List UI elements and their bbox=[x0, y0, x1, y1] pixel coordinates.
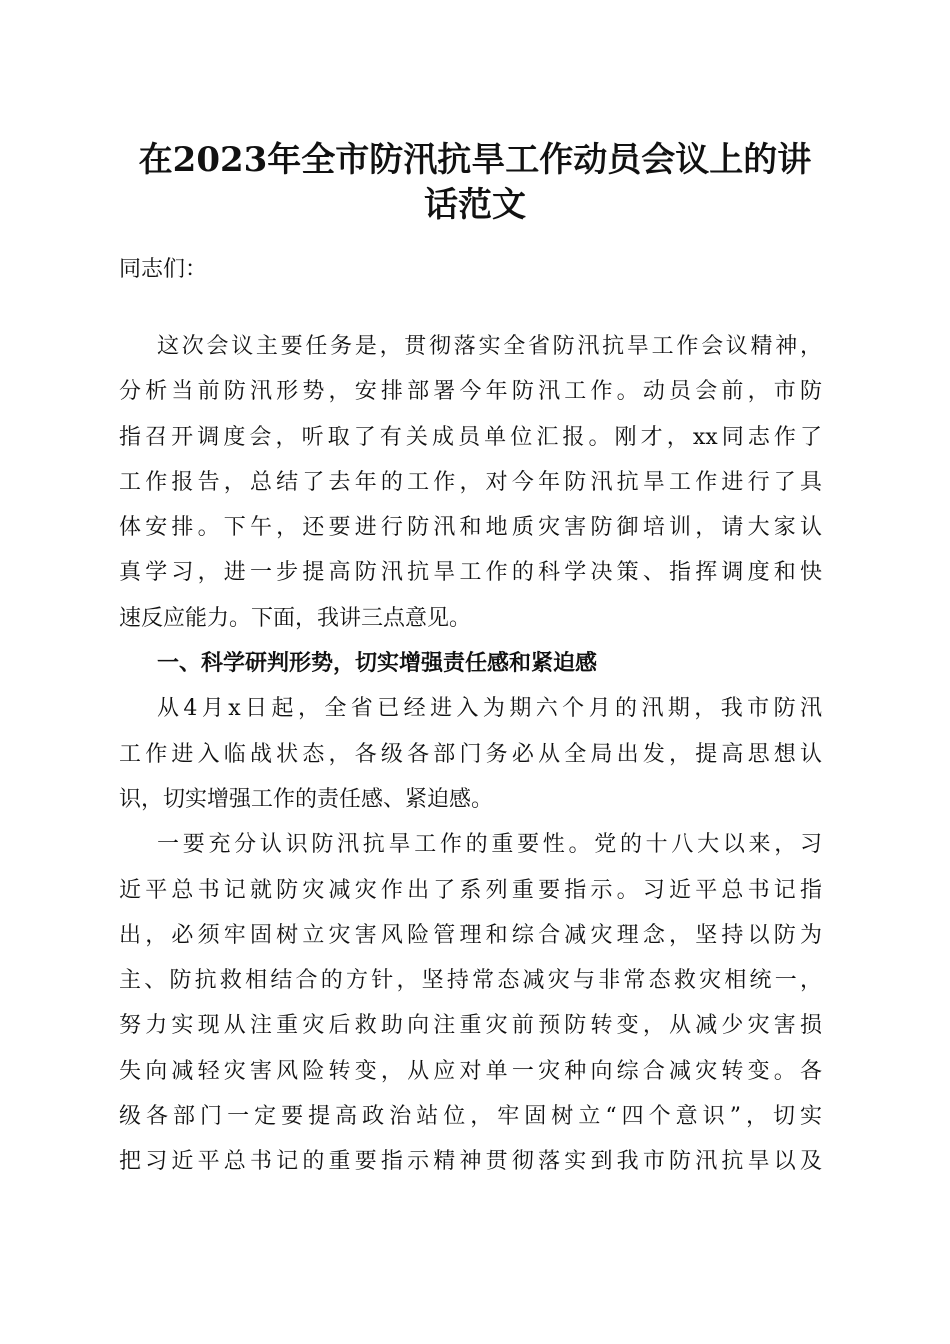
text-line: 工作报告，总结了去年的工作，对今年防汛抗旱工作进行了具 bbox=[119, 469, 822, 495]
text-line: 分析当前防汛形势，安排部署今年防汛工作。动员会前，市防 bbox=[119, 379, 822, 405]
title-line-2: 话范文 bbox=[424, 185, 526, 225]
document-body bbox=[119, 252, 822, 1185]
text-line: 失向减轻灾害风险转变，从应对单一灾种向综合减灾转变。各 bbox=[119, 1058, 822, 1084]
text-line: 把习近平总书记的重要指示精神贯彻落实到我市防汛抗旱以及 bbox=[119, 1149, 822, 1175]
text-line: 一要充分认识防汛抗旱工作的重要性。党的十八大以来，习 bbox=[157, 832, 822, 858]
section-heading bbox=[119, 641, 822, 686]
text-line: 工作进入临战状态，各级各部门务必从全局出发，提高思想认 bbox=[119, 741, 822, 767]
text-line: 这次会议主要任务是，贯彻落实全省防汛抗旱工作会议精神， bbox=[157, 334, 822, 359]
text-line: 努力实现从注重灾后救助向注重灾前预防转变，从减少灾害损 bbox=[119, 1013, 822, 1039]
text-line: 体安排。下午，还要进行防汛和地质灾害防御培训，请大家认 bbox=[119, 515, 822, 541]
text-line: 一、科学研判形势，切实增强责任感和紧迫感 bbox=[157, 650, 598, 677]
text-line: 指召开调度会，听取了有关成员单位汇报。刚才，xx同志作了 bbox=[119, 424, 822, 450]
text-line: 真学习，进一步提高防汛抗旱工作的科学决策、指挥调度和快 bbox=[119, 560, 822, 586]
salutation: 同志们： bbox=[119, 257, 208, 282]
paragraph bbox=[119, 822, 822, 1184]
document-title bbox=[0, 138, 950, 228]
text-line: 出，必须牢固树立灾害风险管理和综合减灾理念，坚持以防为 bbox=[119, 922, 822, 948]
text-line: 主、防抗救相结合的方针，坚持常态减灾与非常态救灾相统一， bbox=[119, 968, 822, 994]
paragraph bbox=[119, 324, 822, 641]
text-line: 级各部门一定要提高政治站位，牢固树立“四个意识”，切实 bbox=[119, 1104, 822, 1130]
paragraph bbox=[119, 686, 822, 822]
text-line: 识，切实增强工作的责任感、紧迫感。 bbox=[119, 786, 494, 812]
text-line: 速反应能力。下面，我讲三点意见。 bbox=[119, 605, 472, 631]
title-line-1: 在2023年全市防汛抗旱工作动员会议上的讲 bbox=[138, 140, 812, 180]
text-line: 近平总书记就防灾减灾作出了系列重要指示。习近平总书记指 bbox=[119, 877, 822, 903]
text-line: 从4月x日起，全省已经进入为期六个月的汛期，我市防汛 bbox=[157, 696, 822, 722]
